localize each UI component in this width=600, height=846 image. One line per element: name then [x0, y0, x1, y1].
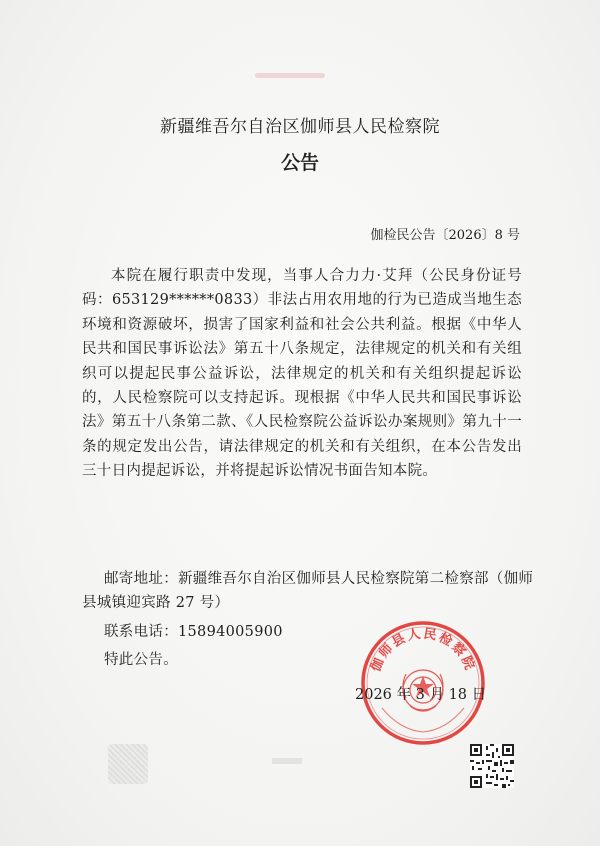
faint-mark [272, 758, 302, 764]
closing-statement: 特此公告。 [104, 652, 178, 668]
qr-code-icon [470, 744, 514, 788]
document-number: 伽检民公告〔2026〕8 号 [370, 228, 520, 243]
scan-smudge [108, 744, 148, 784]
paper-smudge [255, 73, 325, 78]
mailing-address: 邮寄地址：新疆维吾尔自治区伽师县人民检察院第二检察部（伽师县城镇迎宾路 27 号） [82, 571, 534, 611]
issue-date: 2026 年 3 月 18 日 [355, 687, 487, 703]
issuing-organization: 新疆维吾尔自治区伽师县人民检察院 [160, 117, 440, 137]
svg-text:伽师县人民检察院: 伽师县人民检察院 [368, 626, 478, 674]
main-paragraph: 本院在履行职责中发现，当事人合力力·艾拜（公民身份证号码：653129******0833）非法占用农用地的行为已造成当地生态环境和资源破坏，损害了国家利益和社会公共利益。根据《中华人民共和国民事诉讼法》第五十八条规定，法律规定的机关和有关组织可以提起民事公益诉讼，法律规定的机关和有关组织提起诉讼的，人民检察院可以支持起诉。现根据《中华人民共和国民事诉讼法》第五十八条第二款、《人民检察院公益诉讼办案规则》第九十一条的规定发出公告，请法律规定的机关和有关组织，在本公告发出三十日内提起诉讼，并将提起诉讼情况书面告知本院。 [82, 268, 522, 480]
contact-phone: 联系电话：15894005900 [104, 624, 283, 640]
document-title: 公告 [280, 152, 319, 174]
